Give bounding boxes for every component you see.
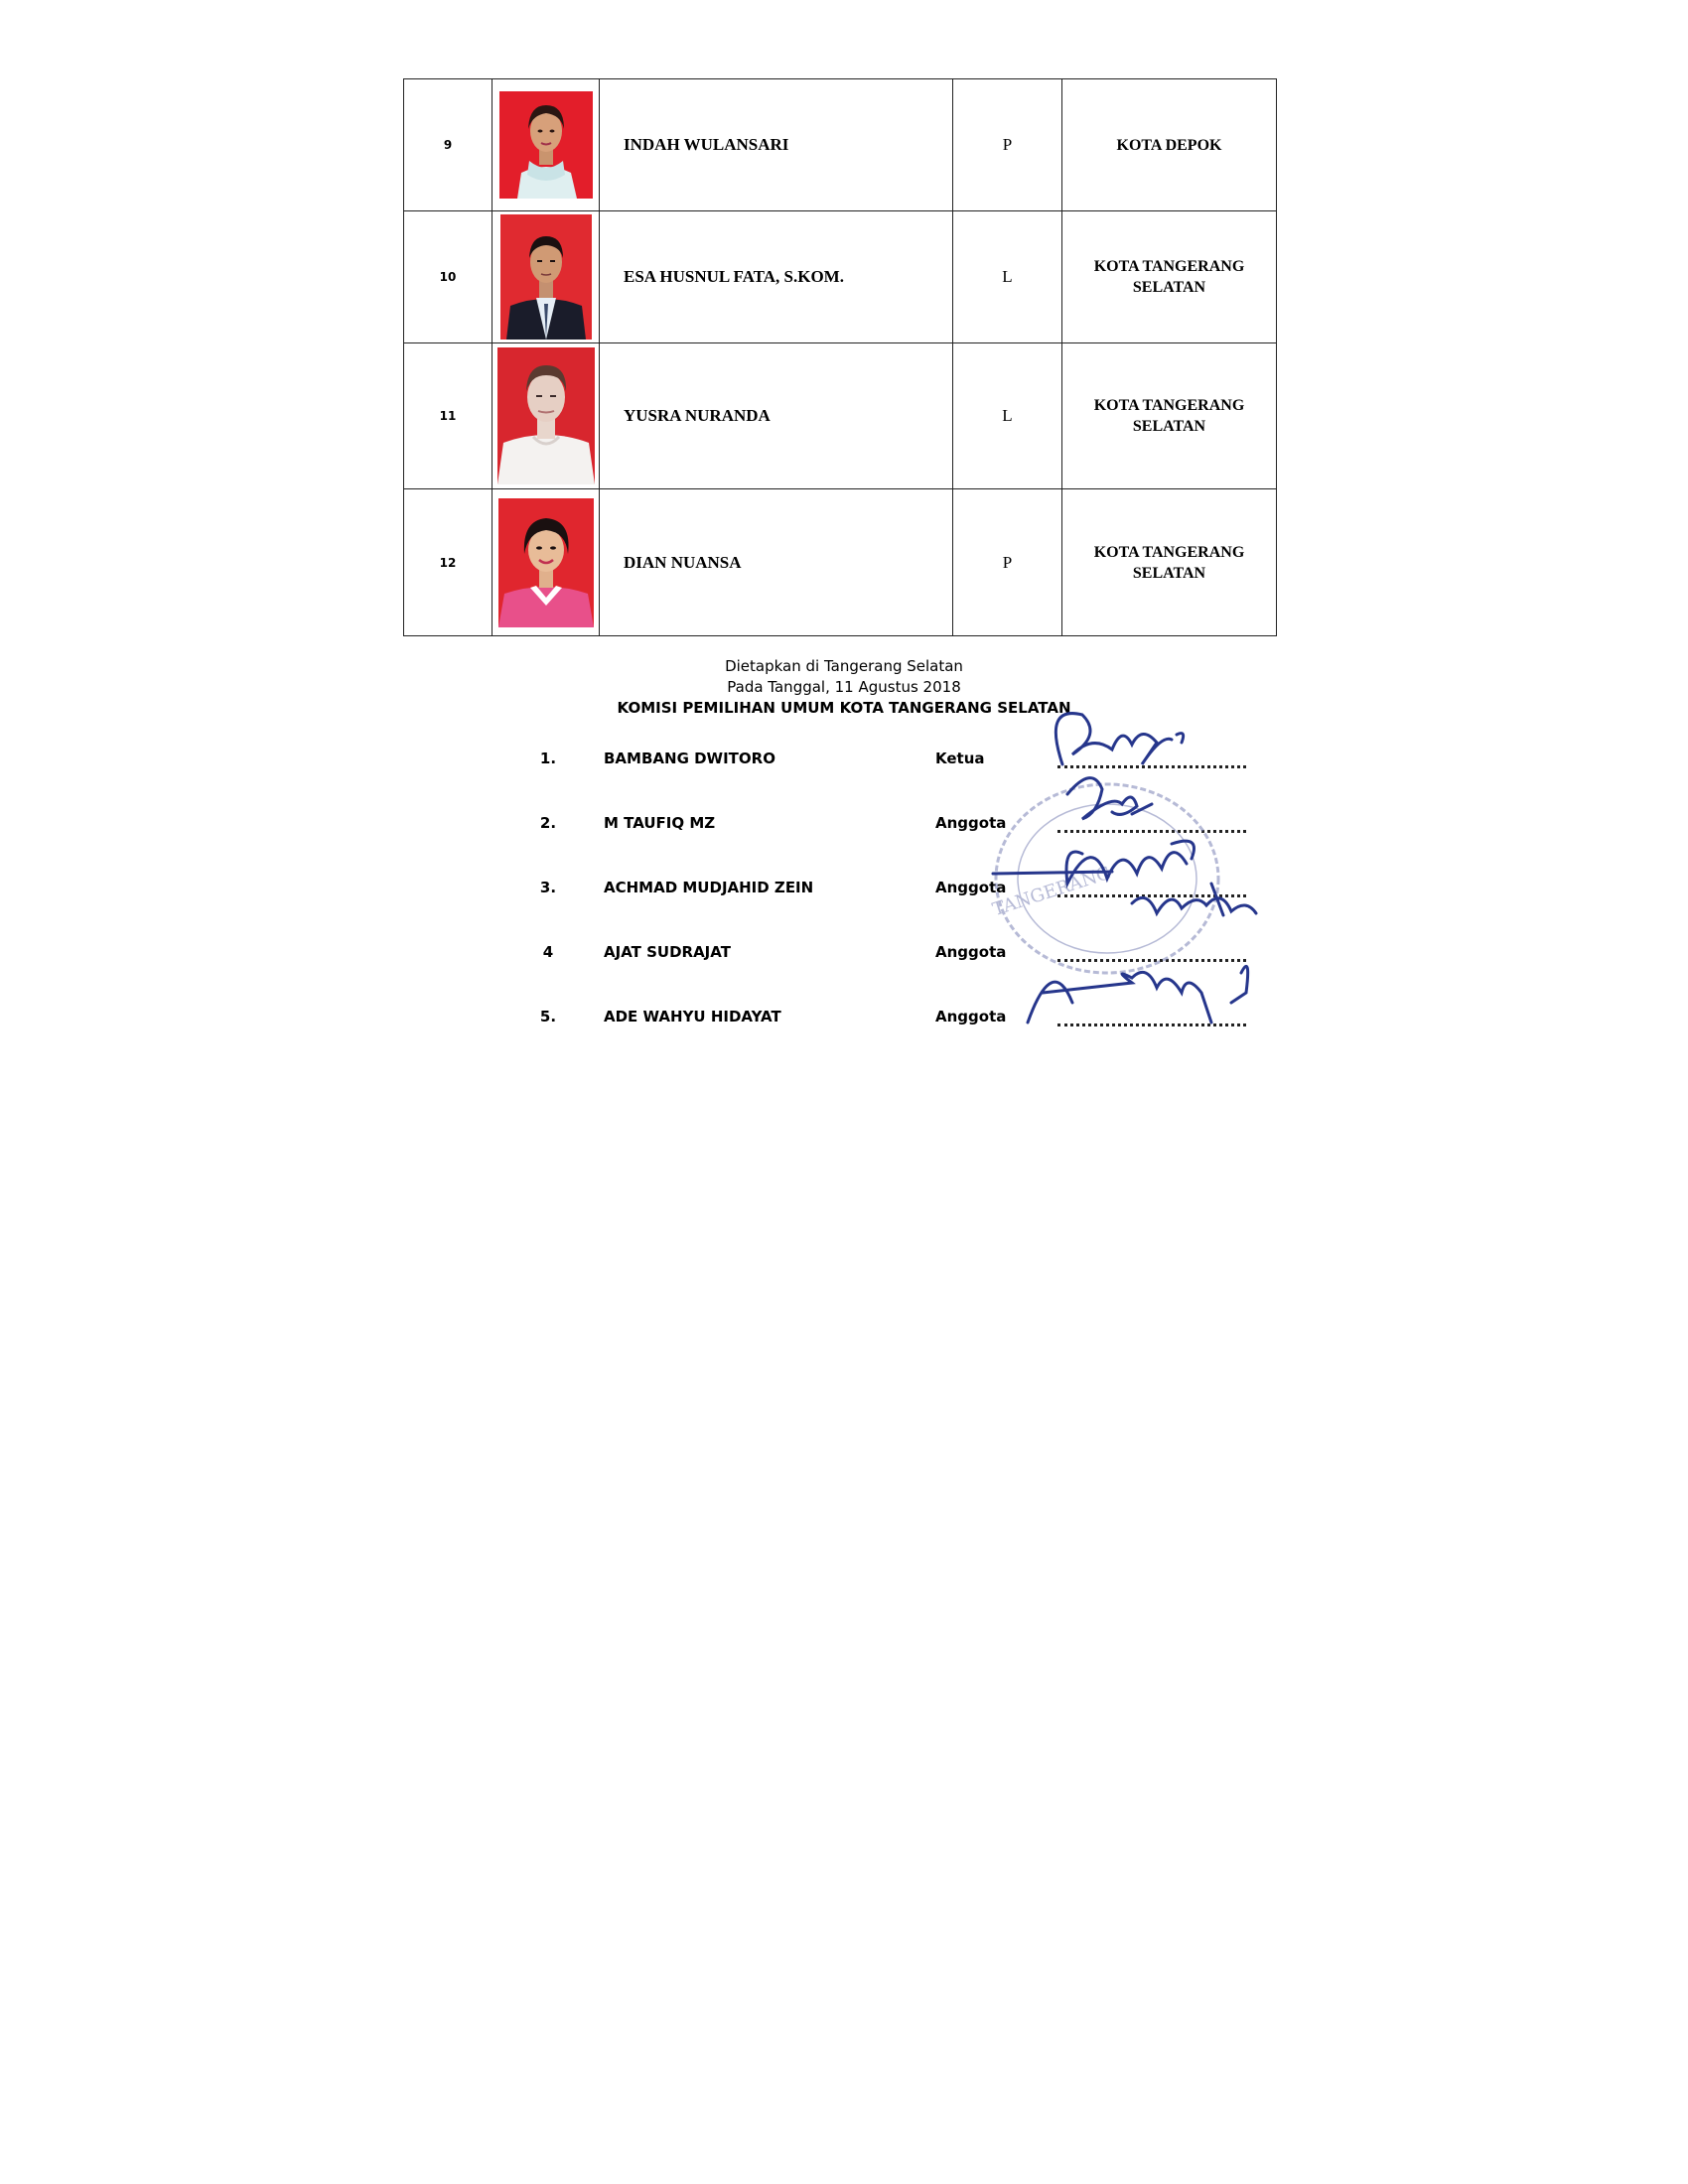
signatory-number: 1. xyxy=(539,750,557,767)
signatory-role: Anggota xyxy=(935,1008,1007,1025)
candidate-city-line2: SELATAN xyxy=(1132,279,1206,296)
signatory-row xyxy=(0,750,1688,775)
signatory-number: 5. xyxy=(539,1008,557,1025)
table-row xyxy=(404,489,1277,636)
candidate-sex: P xyxy=(953,489,1062,636)
signatory-role: Anggota xyxy=(935,879,1007,896)
candidate-sex: L xyxy=(953,211,1062,343)
candidate-city-line2: SELATAN xyxy=(1132,418,1206,435)
decree-organization: KOMISI PEMILIHAN UMUM KOTA TANGERANG SELATAN xyxy=(617,699,1071,717)
signatory-name: ADE WAHYU HIDAYAT xyxy=(604,1008,781,1025)
signatory-name: ACHMAD MUDJAHID ZEIN xyxy=(604,879,814,896)
signatory-row xyxy=(0,814,1688,840)
candidate-city-line2: SELATAN xyxy=(1132,564,1206,582)
signatory-row xyxy=(0,879,1688,904)
candidate-name: DIAN NUANSA xyxy=(600,489,953,636)
candidate-sex: P xyxy=(953,79,1062,211)
signatory-number: 2. xyxy=(539,814,557,832)
table-row xyxy=(404,343,1277,489)
candidate-photo-cell xyxy=(492,79,600,211)
candidate-city xyxy=(1062,211,1277,343)
candidate-number: 12 xyxy=(404,489,492,636)
signatory-number: 3. xyxy=(539,879,557,896)
candidate-photo xyxy=(500,214,592,340)
signatory-name: M TAUFIQ MZ xyxy=(604,814,716,832)
signatory-name: AJAT SUDRAJAT xyxy=(604,943,731,961)
signatory-role: Anggota xyxy=(935,814,1007,832)
official-stamp xyxy=(990,784,1218,973)
signatory-role: Ketua xyxy=(935,750,985,767)
candidate-name: ESA HUSNUL FATA, S.KOM. xyxy=(600,211,953,343)
table-row xyxy=(404,211,1277,343)
signatory-number: 4 xyxy=(542,943,554,961)
signature-4 xyxy=(1132,884,1256,915)
candidate-table xyxy=(403,78,1277,636)
candidate-photo-cell xyxy=(492,489,600,636)
candidate-photo xyxy=(498,498,594,627)
decree-place: Dietapkan di Tangerang Selatan xyxy=(725,657,963,675)
table-row xyxy=(404,79,1277,211)
candidate-name: INDAH WULANSARI xyxy=(600,79,953,211)
candidate-photo xyxy=(497,347,595,484)
signatory-row xyxy=(0,1008,1688,1033)
candidate-number: 11 xyxy=(404,343,492,489)
candidate-city-line1: KOTA TANGERANG xyxy=(1093,543,1245,561)
candidate-name: YUSRA NURANDA xyxy=(600,343,953,489)
candidate-number: 10 xyxy=(404,211,492,343)
candidate-city xyxy=(1062,343,1277,489)
signature-5 xyxy=(1028,966,1248,1023)
signatory-name: BAMBANG DWITORO xyxy=(604,750,775,767)
candidate-city-line1: KOTA TANGERANG xyxy=(1093,258,1245,275)
signatory-role: Anggota xyxy=(935,943,1007,961)
stamp-text: TANGERANG xyxy=(990,862,1114,921)
candidate-city-line1: KOTA DEPOK xyxy=(1116,136,1222,154)
candidate-photo xyxy=(499,91,593,199)
decree-date: Pada Tanggal, 11 Agustus 2018 xyxy=(727,678,961,696)
candidate-photo-cell xyxy=(492,343,600,489)
candidate-sex: L xyxy=(953,343,1062,489)
signature-1 xyxy=(1055,714,1183,764)
signatures-and-stamp xyxy=(973,695,1291,1037)
candidate-number: 9 xyxy=(404,79,492,211)
signatory-row xyxy=(0,943,1688,969)
candidate-city-line1: KOTA TANGERANG xyxy=(1093,397,1245,414)
candidate-photo-cell xyxy=(492,211,600,343)
candidate-city xyxy=(1062,489,1277,636)
candidate-city xyxy=(1062,79,1277,211)
